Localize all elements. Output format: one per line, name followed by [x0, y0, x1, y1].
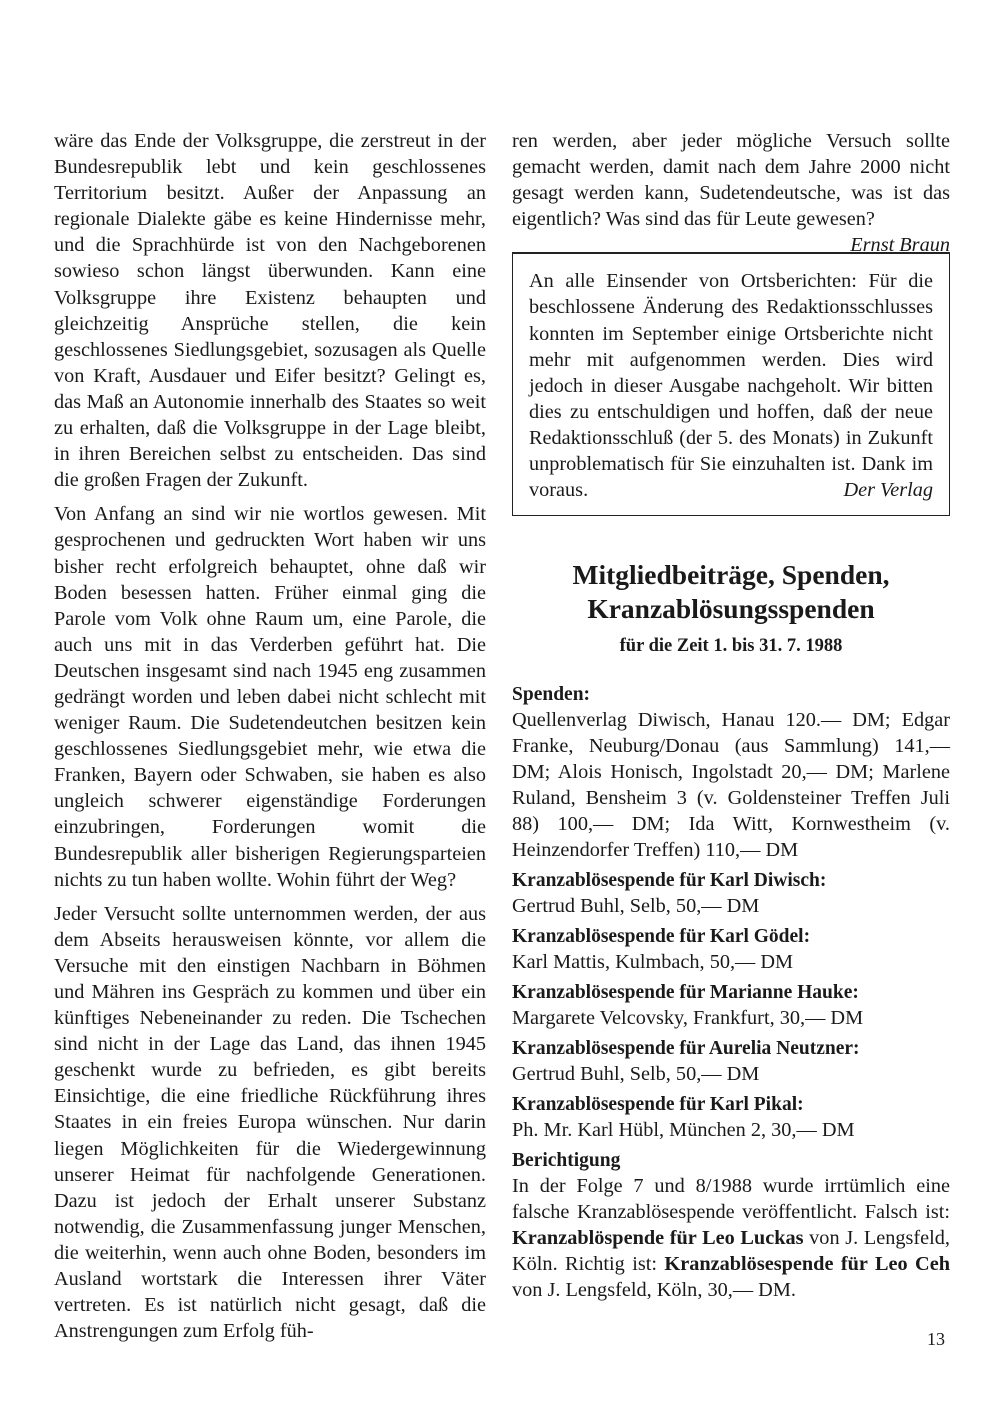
- section-title: Kranzablösespende für Karl Pikal:: [512, 1094, 804, 1116]
- right-column: [512, 128, 950, 1309]
- notice-signature: Der Verlag: [843, 479, 933, 502]
- donation-section-3: [512, 925, 950, 975]
- left-paragraph-1: wäre das Ende der Volksgruppe, die zerstreut in der Bundesrepublik lebt und kein geschlossenes Territorium besitzt. Außer der Anpassung an regionale Dialekte gäbe es keine Hindernisse mehr, und die Sprachhürde ist von den Nachgeborenen sowieso schon längst überwunden. Kann eine Volksgruppe ihre Existenz behaupten und gleichzeitig Ansprüche stellen, die kein geschlossenes Siedlungsgebiet, sozusagen als Quelle von Kraft, Ausdauer und Eifer besitzt? Gelingt es, das Maß an Autonomie innerhalb des Staates so weit zu erhalten, daß die Volksgruppe in der Lage bleibt, in ihren Bereichen selbst zu entscheiden. Das sind die großen Fragen der Zukunft.: [54, 130, 486, 492]
- donation-section-6: [512, 1093, 950, 1143]
- section-body: Karl Mattis, Kulmbach, 50,— DM: [512, 951, 794, 974]
- donation-section-4: [512, 981, 950, 1031]
- page-number: 13: [927, 1329, 945, 1349]
- heading-line-2: Kranzablösungsspenden: [587, 593, 875, 625]
- correction-title: Berichtigung: [512, 1150, 621, 1172]
- left-paragraph-3: Jeder Versucht sollte unternommen werden, der aus dem Abseits herausweisen könnte, vor allem die Versuche mit den einstigen Nachbarn in Böhmen und Mähren ins Gespräch zu kommen und über ein künftiges Nebeneinander zu reden. Die Tschechen sind nicht in der Lage das Land, das ihnen 1945 geschenkt wurde zu befrieden, es gibt bereits Einsichtige, die eine friedliche Rückführung ihres Staates in ein freies Europa wünschen. Nur darin liegen Möglichkeiten für die Wiedergewinnung unserer Heimat für nachfolgende Generationen. Dazu ist jedoch der Erhalt unserer Substanz notwendig, die Zusammenfassung junger Menschen, die weiterhin, wenn auch ohne Boden, besonders im Ausland wortstark die Interessen ihrer Väter vertreten. Es ist natürlich nicht gesagt, daß die Anstrengungen zum Erfolg füh-: [54, 902, 486, 1343]
- correction-body: [512, 1173, 950, 1303]
- section-body: Gertrud Buhl, Selb, 50,— DM: [512, 1063, 760, 1086]
- donation-section-2: [512, 869, 950, 919]
- correction-wrong: Kranzablöspende für Leo Luckas: [512, 1227, 804, 1250]
- left-paragraph-2: Von Anfang an sind wir nie wortlos gewesen. Mit gesprochenen und gedruckten Wort haben wir uns bisher recht erfolgreich behauptet, ohne daß wir Boden besessen hatten. Früher einmal ging die Parole vom Volk ohne Raum um, eine Parole, die auch uns mit in das Verderben geführt hat. Die Deutschen insgesamt sind nach 1945 eng zusammen gedrängt worden und leben dabei nicht schlecht mit weniger Raum. Die Sudetendeutchen besitzen kein geschlossenes Siedlungsgebiet mehr, wie etwa die Franken, Bayern oder Schwaben, sie haben es also ungleich schwerer eigenständige Forderungen einzubringen, Forderungen womit die Bundesrepublik aller bisherigen Regierungsparteien nichts zu tun haben wollte. Wohin führt der Weg?: [54, 503, 486, 891]
- correction-text-2: von J. Lengsfeld, Köln. Richtig ist:: [512, 1227, 950, 1276]
- correction-text-3: von J. Lengsfeld, Köln, 30,— DM.: [512, 1279, 796, 1302]
- section-body: Quellenverlag Diwisch, Hanau 120.— DM; Edgar Franke, Neuburg/Donau (aus Sammlung) 141,— DM; Alois Honisch, Ingolstadt 20,— DM; Marlene Ruland, Bensheim 3 (v. Goldensteiner Treffen Juli 88) 100,— DM; Ida Witt, Kornwestheim (v. Heinzendorfer Treffen) 110,— DM: [512, 709, 950, 862]
- section-title: Spenden:: [512, 684, 591, 706]
- donation-section-1: [512, 683, 950, 863]
- donation-section-5: [512, 1037, 950, 1087]
- section-title: Kranzablösespende für Aurelia Neutzner:: [512, 1038, 860, 1060]
- heading-line-1: Mitgliedbeiträge, Spenden,: [572, 559, 890, 591]
- section-title: Kranzablösespende für Karl Diwisch:: [512, 870, 827, 892]
- section-title: Kranzablösespende für Marianne Hauke:: [512, 982, 859, 1004]
- correction-section: [512, 1149, 950, 1303]
- author-signature: Ernst Braun: [850, 234, 950, 257]
- continuation-text: ren werden, aber jeder mögliche Versuch sollte gemacht werden, damit nach dem Jahre 2000 nicht gesagt werden kann, Sudetendeutsche, was ist das eigentlich? Was sind das für Leute gewesen?: [512, 130, 950, 231]
- correction-text-1: In der Folge 7 und 8/1988 wurde irrtümlich eine falsche Kranzablösespende veröffentlicht. Falsch ist:: [512, 1175, 950, 1224]
- left-column: [54, 128, 486, 1352]
- section-body: Gertrud Buhl, Selb, 50,— DM: [512, 895, 760, 918]
- correction-right: Kranzablösespende für Leo Ceh: [664, 1253, 950, 1276]
- section-body: Ph. Mr. Karl Hübl, München 2, 30,— DM: [512, 1119, 855, 1142]
- donations-period: für die Zeit 1. bis 31. 7. 1988: [619, 636, 843, 657]
- donations-heading: [512, 558, 950, 626]
- section-body: Margarete Velcovsky, Frankfurt, 30,— DM: [512, 1007, 864, 1030]
- notice-paragraph: [529, 268, 933, 503]
- section-title: Kranzablösespende für Karl Gödel:: [512, 926, 811, 948]
- notice-text: An alle Einsender von Ortsberichten: Für die beschlossene Änderung des Redaktionsschlusses konnten im September einige Ortsberichte nicht mehr mit aufgenommen werden. Dies wird jedoch in dieser Ausgabe nachgeholt. Wir bitten dies zu entschuldigen und hoffen, daß der neue Redaktionsschluß (der 5. des Monats) in Zukunft unproblematisch für Sie einzuhalten ist. Dank im voraus.: [529, 270, 933, 502]
- article-continuation: [512, 128, 950, 257]
- editorial-notice-box: [512, 252, 950, 516]
